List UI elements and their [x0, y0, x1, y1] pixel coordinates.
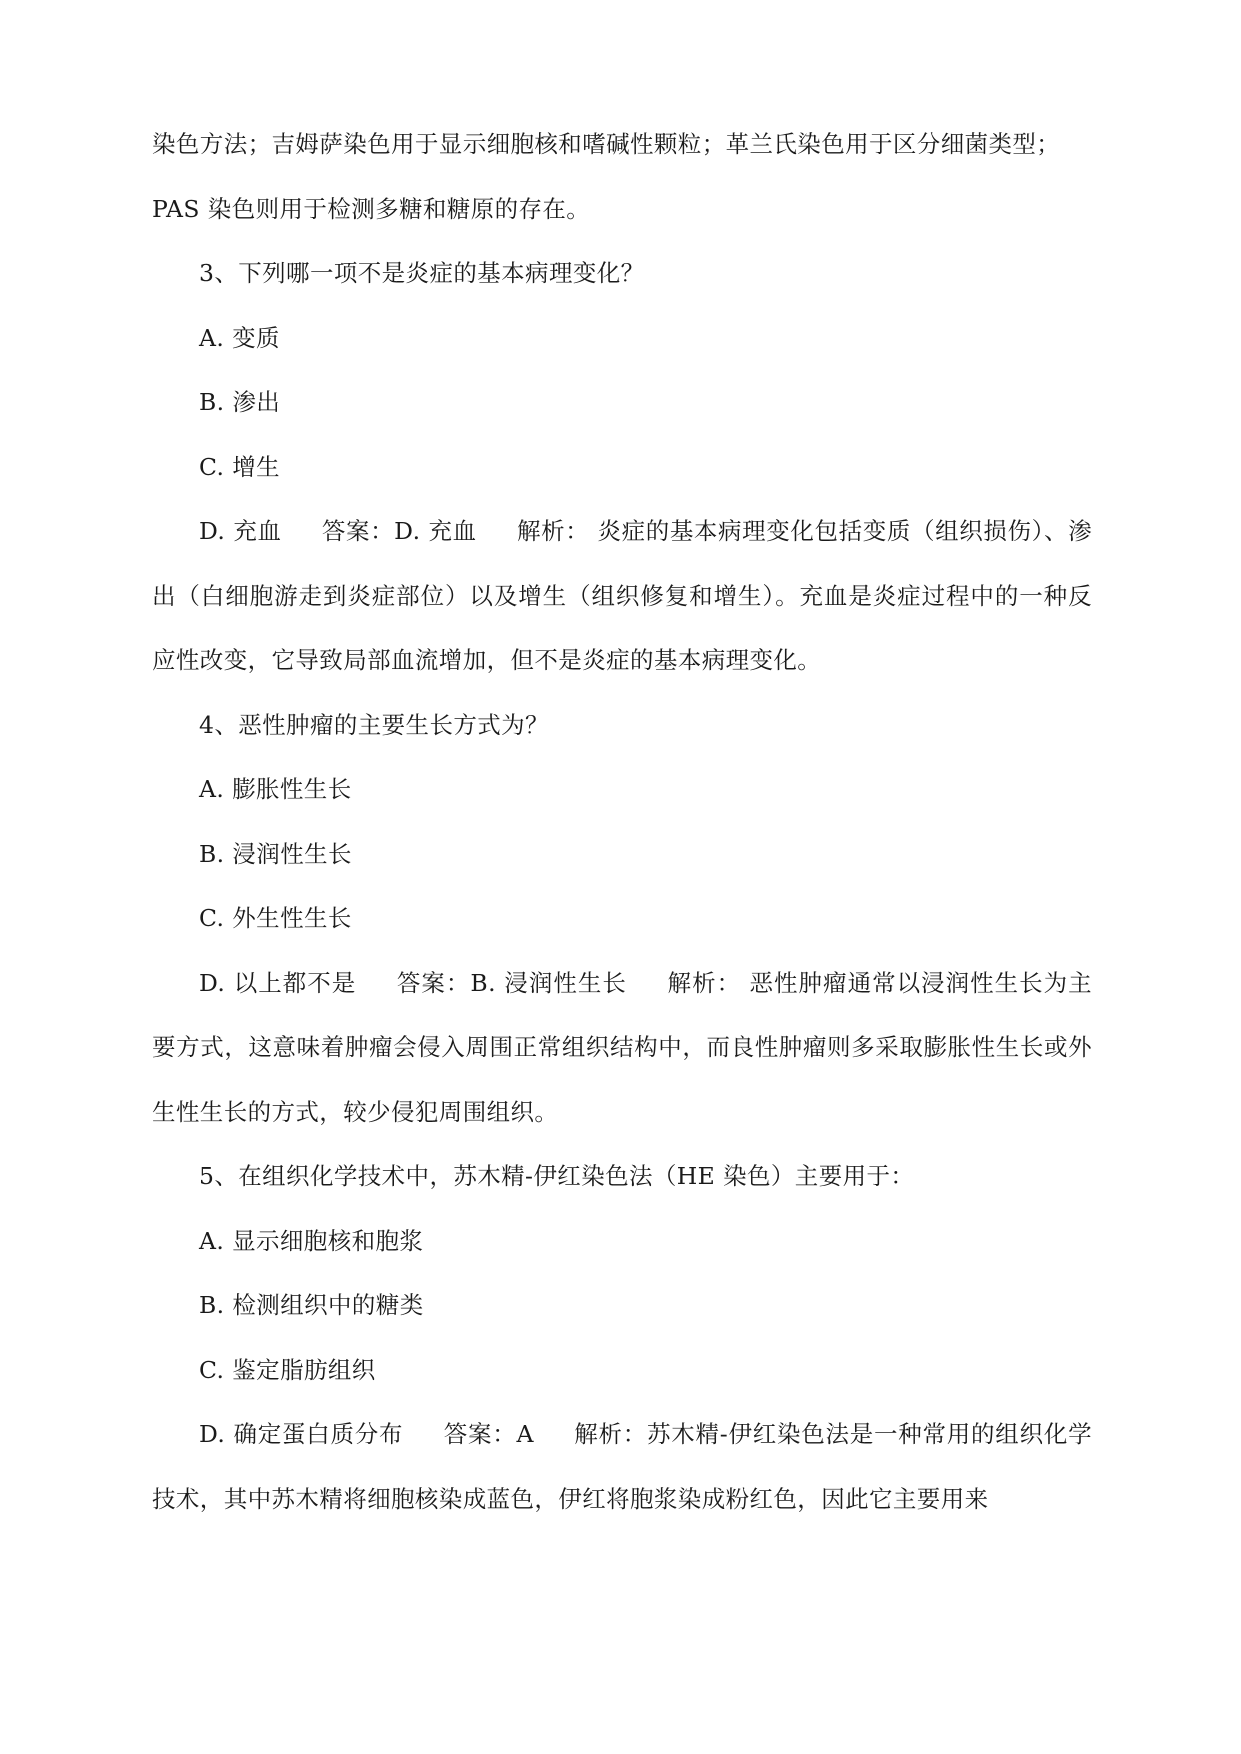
question-3-analysis: 解析： 炎症的基本病理变化包括变质（组织损伤）、渗出（白细胞游走到炎症部位）以及增生（组织修复和增生）。充血是炎症过程中的一种反应性改变，它导致局部血流增加，但不是炎症的基本病理变化。 [152, 517, 1092, 674]
question-5-answer: 答案：A [443, 1420, 534, 1448]
question-4-option-a: A. 膨胀性生长 [199, 775, 352, 803]
question-3-option-d: D. 充血 [199, 517, 282, 545]
intro-line-2: PAS 染色则用于检测多糖和糖原的存在。 [152, 194, 591, 223]
question-5-option-a: A. 显示细胞核和胞浆 [199, 1226, 424, 1255]
intro-line-1: 染色方法；吉姆萨染色用于显示细胞核和嗜碱性颗粒；革兰氏染色用于区分细菌类型； [152, 130, 1061, 158]
question-5-option-d: D. 确定蛋白质分布 [199, 1420, 404, 1448]
question-4-answer-block [152, 951, 1092, 1145]
question-3-option-c: C. 增生 [199, 452, 281, 481]
question-5-stem: 5、在组织化学技术中，苏木精-伊红染色法（HE 染色）主要用于： [199, 1162, 915, 1190]
question-5-option-b: B. 检测组织中的糖类 [199, 1291, 424, 1319]
question-3-answer: 答案：D. 充血 [321, 517, 477, 545]
question-5-analysis: 解析：苏木精-伊红染色法是一种常用的组织化学技术，其中苏木精将细胞核染成蓝色，伊红将胞浆染成粉红色，因此它主要用来 [152, 1420, 1092, 1513]
question-5-option-c: C. 鉴定脂肪组织 [199, 1355, 376, 1384]
question-5-answer-block [152, 1402, 1092, 1531]
question-3-option-a: A. 变质 [199, 323, 280, 352]
question-4-option-c: C. 外生性生长 [199, 904, 352, 932]
document-page [152, 112, 1092, 1531]
question-3-answer-block [152, 499, 1092, 693]
question-4-analysis: 解析： 恶性肿瘤通常以浸润性生长为主要方式，这意味着肿瘤会侵入周围正常组织结构中，而良性肿瘤则多采取膨胀性生长或外生性生长的方式，较少侵犯周围组织。 [152, 968, 1093, 1126]
question-4-stem: 4、恶性肿瘤的主要生长方式为？ [199, 710, 549, 739]
question-3-stem: 3、下列哪一项不是炎症的基本病理变化？ [199, 259, 645, 287]
question-4-option-b: B. 浸润性生长 [199, 839, 352, 868]
question-4-answer: 答案：B. 浸润性生长 [396, 968, 627, 997]
question-4-option-d: D. 以上都不是 [199, 968, 357, 997]
question-3-option-b: B. 渗出 [199, 388, 281, 416]
